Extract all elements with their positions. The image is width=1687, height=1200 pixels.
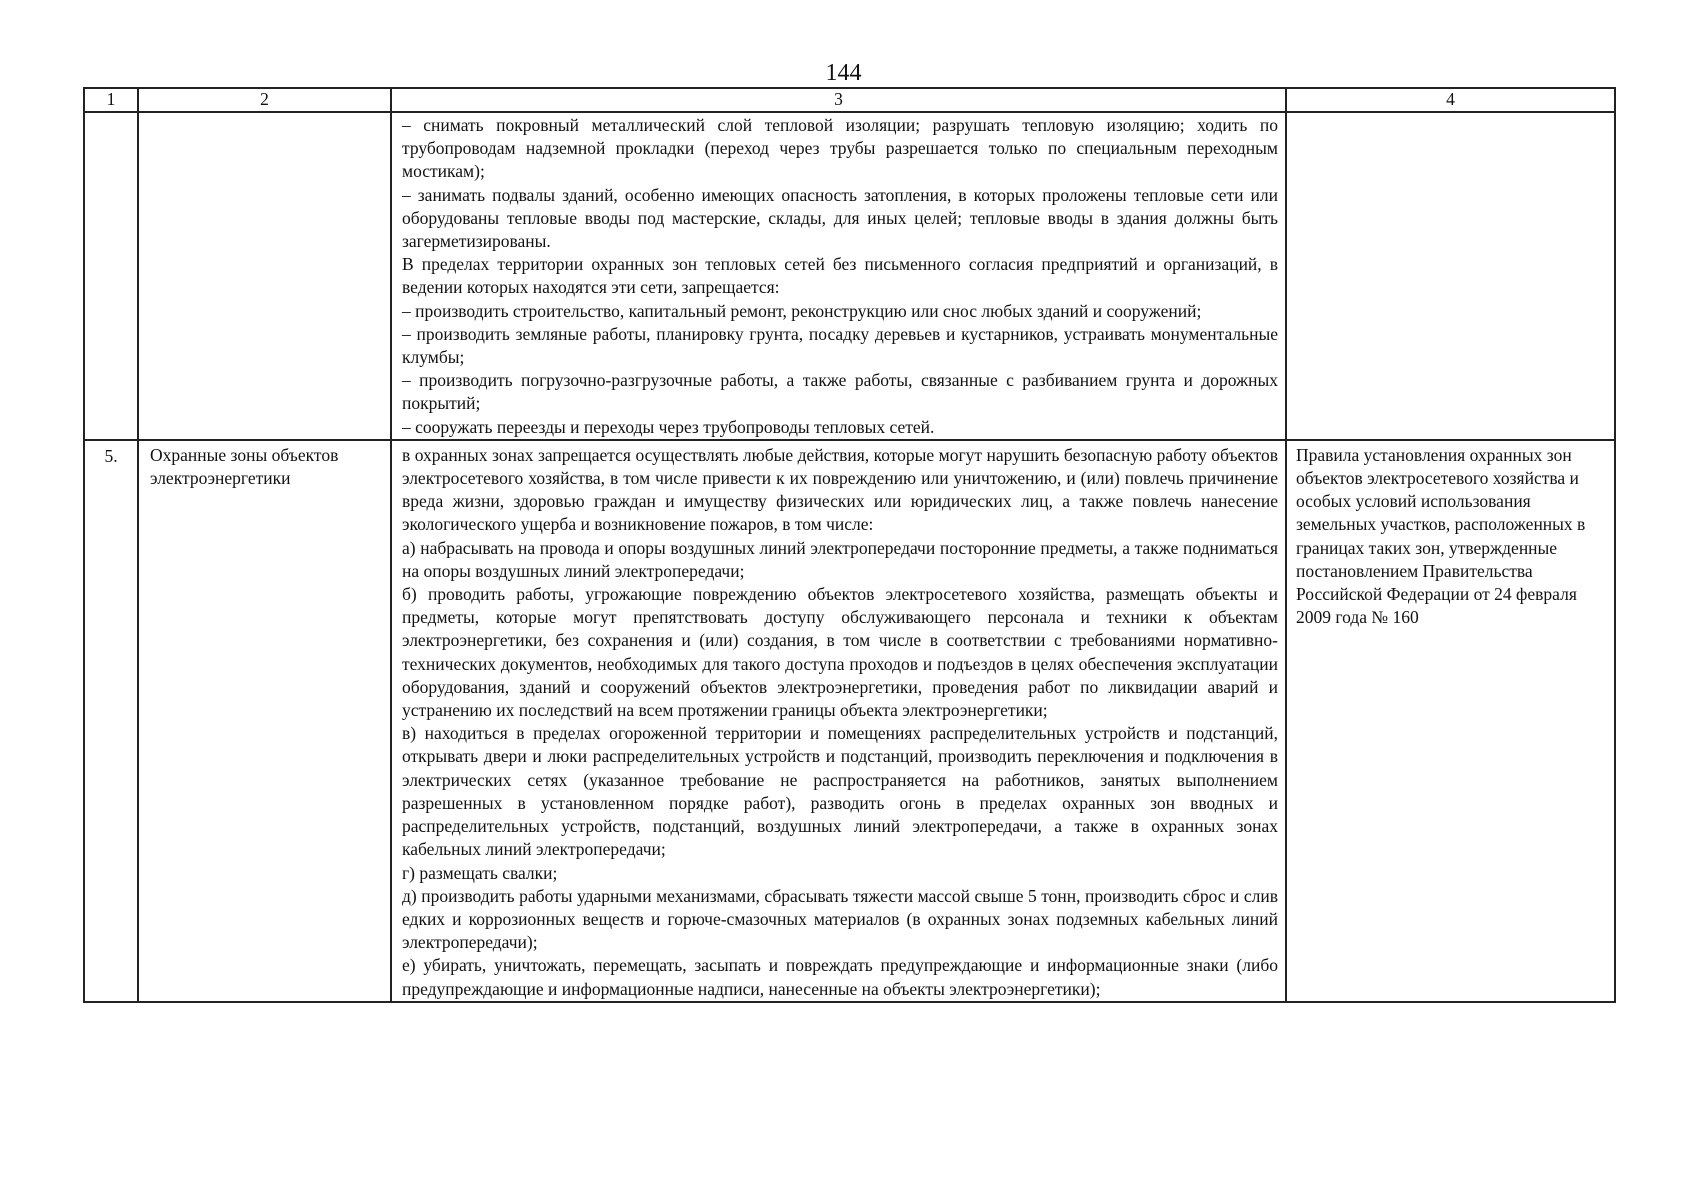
row-number	[84, 112, 138, 440]
restrictions-cell	[391, 112, 1286, 440]
table-row	[84, 440, 1615, 1002]
restriction-paragraph: е) убирать, уничтожать, перемещать, засыпать и повреждать предупреждающие и информационные знаки (либо предупреждающие и информационные надписи, нанесенные на объекты электроэнергетики);	[402, 955, 1278, 999]
restriction-paragraph: в охранных зонах запрещается осуществлять любые действия, которые могут нарушить безопасную работу объектов электросетевого хозяйства, в том числе привести к их повреждению или уничтожению, и (или) повлечь причинение вреда жизни, здоровью граждан и имуществу физических или юридических лиц, а также повлечь нанесение экологического ущерба и возникновение пожаров, в том числе:	[402, 444, 1278, 535]
restriction-paragraph: В пределах территории охранных зон тепловых сетей без письменного согласия предприятий и организаций, в ведении которых находятся эти сети, запрещается:	[402, 254, 1278, 298]
zone-name	[138, 112, 391, 440]
column-header-3: 3	[391, 88, 1286, 112]
zone-name: Охранные зоны объектов электроэнергетики	[138, 440, 391, 1002]
column-header-1: 1	[84, 88, 138, 112]
column-header-2: 2	[138, 88, 391, 112]
restriction-paragraph: д) производить работы ударными механизмами, сбрасывать тяжести массой свыше 5 тонн, производить сброс и слив едких и коррозионных веществ и горюче-смазочных материалов (в охранных зонах подземных кабельных линий электропередачи);	[402, 885, 1278, 953]
row-number: 5.	[84, 440, 138, 1002]
document-table	[83, 87, 1616, 1003]
restriction-paragraph: – снимать покровный металлический слой тепловой изоляции; разрушать тепловую изоляцию; ходить по трубопроводам надземной прокладки (переход через трубы разрешается только по специальным переходным мостикам);	[402, 115, 1278, 182]
restriction-paragraph: г) размещать свалки;	[402, 862, 558, 883]
restriction-paragraph: – производить строительство, капитальный ремонт, реконструкцию или снос любых зданий и сооружений;	[402, 300, 1202, 321]
legal-reference: Правила установления охранных зон объектов электросетевого хозяйства и особых условий использования земельных участков, расположенных в границах таких зон, утвержденные постановлением Правительства Российской Федерации от 24 февраля 2009 года № 160	[1286, 440, 1615, 1002]
restriction-paragraph: – производить земляные работы, планировку грунта, посадку деревьев и кустарников, устраивать монументальные клумбы;	[402, 323, 1278, 368]
restrictions-cell	[391, 440, 1286, 1002]
column-header-4: 4	[1286, 88, 1615, 112]
restriction-paragraph: б) проводить работы, угрожающие повреждению объектов электросетевого хозяйства, размещать объекты и предметы, которые могут препятствовать доступу обслуживающего персонала и техники к объектам электроэнергетики, без сохранения и (или) создания, в том числе в соответствии с требованиями нормативно-технических документов, необходимых для такого доступа проходов и подъездов в целях обеспечения эксплуатации оборудования, зданий и сооружений объектов электроэнергетики, проведения работ по ликвидации аварий и устранению их последствий на всем протяжении границы объекта электроэнергетики;	[402, 584, 1278, 721]
restriction-paragraph: – занимать подвалы зданий, особенно имеющих опасность затопления, в которых проложены тепловые сети или оборудованы тепловые вводы под мастерские, склады, для иных целей; тепловые вводы в здания должны быть загерметизированы.	[402, 184, 1278, 252]
legal-reference	[1286, 112, 1615, 440]
page-number: 144	[825, 60, 862, 86]
restriction-paragraph: в) находиться в пределах огороженной территории и помещениях распределительных устройств и подстанций, открывать двери и люки распределительных устройств и подстанций, производить переключения и подключения в электрических сетях (указанное требование не распространяется на работников, занятых выполнением разрешенных в установленном порядке работ), разводить огонь в пределах охранных зон вводных и распределительных устройств, подстанций, воздушных линий электропередачи, а также в охранных зонах кабельных линий электропередачи;	[402, 723, 1278, 860]
header-row	[84, 88, 1615, 112]
restriction-paragraph: – сооружать переезды и переходы через трубопроводы тепловых сетей.	[402, 416, 935, 437]
table-row	[84, 112, 1615, 440]
restriction-paragraph: – производить погрузочно-разгрузочные работы, а также работы, связанные с разбиванием грунта и дорожных покрытий;	[402, 370, 1278, 414]
restriction-paragraph: а) набрасывать на провода и опоры воздушных линий электропередачи посторонние предметы, а также подниматься на опоры воздушных линий электропередачи;	[402, 537, 1278, 581]
